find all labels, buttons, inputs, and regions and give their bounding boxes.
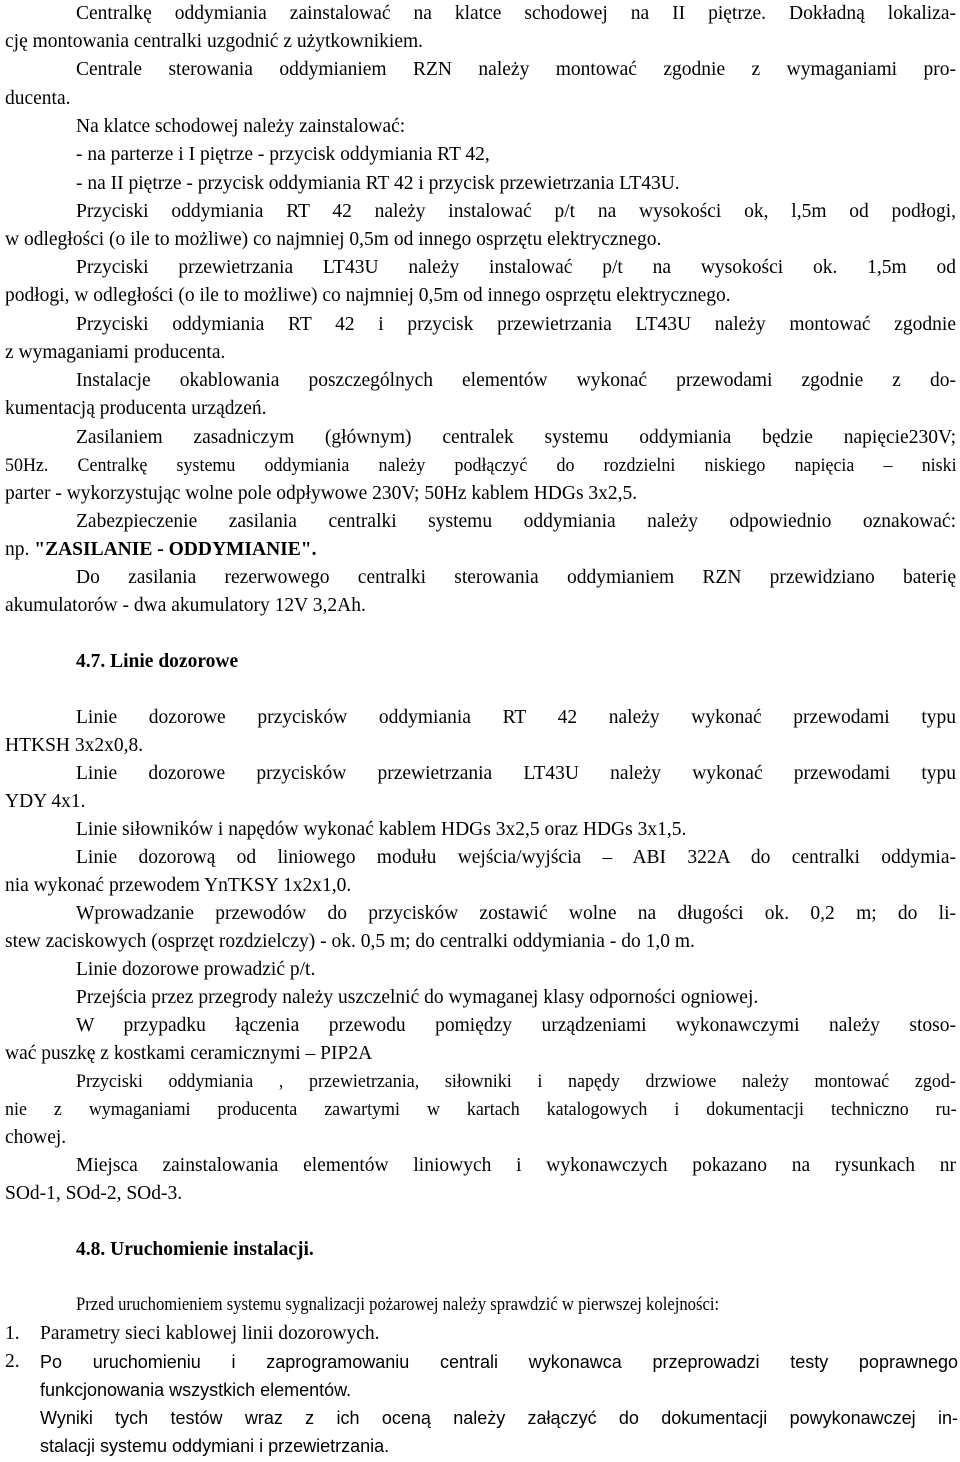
text-line: akumulatorów - dwa akumulatory 12V 3,2Ah. [5, 595, 366, 616]
list-line: - na II piętrze - przycisk oddymiania RT 42 i przycisk przewietrzania LT43U. [76, 173, 680, 194]
text-line: ducenta. [5, 88, 71, 109]
text-line: Centralkę oddymiania zainstalować na klatce schodowej na II piętrze. Dokładną lokaliza- [76, 3, 956, 24]
text-line: Centrale sterowania oddymianiem RZN należy montować zgodnie z wymaganiami pro- [76, 59, 956, 80]
text-line: Wprowadzanie przewodów do przycisków zostawić wolne na długości ok. 0,2 m; do li- [76, 903, 956, 924]
text-line: YDY 4x1. [5, 791, 86, 812]
text-line: Linie siłowników i napędów wykonać kablem HDGs 3x2,5 oraz HDGs 3x1,5. [76, 819, 687, 840]
text-line: SOd-1, SOd-2, SOd-3. [5, 1183, 183, 1204]
text-line: w odległości (o ile to możliwe) co najmniej 0,5m od innego osprzętu elektrycznego. [5, 229, 662, 250]
text-line: Linie dozorowe prowadzić p/t. [76, 959, 316, 980]
text-line: W przypadku łączenia przewodu pomiędzy urządzeniami wykonawczymi należy stoso- [76, 1015, 956, 1036]
list-number: 1. [5, 1323, 20, 1344]
list-item: Wyniki tych testów wraz z ich oceną należy załączyć do dokumentacji powykonawczej in- [40, 1408, 958, 1428]
text-line: Linie dozorowe przycisków przewietrzania LT43U należy wykonać przewodami typu [76, 763, 956, 784]
text-line [5, 540, 316, 560]
list-line: - na parterze i I piętrze - przycisk oddymiania RT 42, [76, 144, 490, 165]
text-line: parter - wykorzystując wolne pole odpływowe 230V; 50Hz kablem HDGs 3x2,5. [5, 483, 638, 504]
text-line: z wymaganiami producenta. [5, 342, 226, 363]
text-line: Miejsca zainstalowania elementów liniowych i wykonawczych pokazano na rysunkach nr [76, 1155, 956, 1176]
list-number: 2. [5, 1351, 20, 1372]
text-line: Linie dozorową od liniowego modułu wejścia/wyjścia – ABI 322A do centralki oddymia- [76, 847, 956, 868]
section-heading: 4.7. Linie dozorowe [76, 651, 239, 672]
text-line: wać puszkę z kostkami ceramicznymi – PIP2A [5, 1043, 373, 1064]
list-item: funkcjonowania wszystkich elementów. [40, 1380, 352, 1400]
text-line: Zabezpieczenie zasilania centralki systemu oddymiania należy odpowiednio oznakować: [76, 511, 956, 532]
list-item: stalacji systemu oddymiani i przewietrzania. [40, 1436, 390, 1456]
text-line: Przejścia przez przegrody należy uszczelnić do wymaganej klasy odporności ogniowej. [76, 987, 759, 1008]
text-line: Zasilaniem zasadniczym (głównym) centralek systemu oddymiania będzie napięcie230V; [76, 427, 956, 448]
text-line: chowej. [5, 1127, 67, 1148]
text-line: nia wykonać przewodem YnTKSY 1x2x1,0. [5, 875, 352, 896]
label-bold: "ZASILANIE - ODDYMIANIE". [34, 539, 317, 560]
text-line: nie z wymaganiami producenta zawartymi w kartach katalogowych i dokumentacji techniczno ru- [5, 1099, 957, 1120]
text-line: Przyciski przewietrzania LT43U należy instalować p/t na wysokości ok. 1,5m od [76, 257, 956, 278]
text-line: Na klatce schodowej należy zainstalować: [76, 116, 406, 137]
text-line: Przyciski oddymiania , przewietrzania, siłowniki i napędy drzwiowe należy montować zgod- [76, 1071, 956, 1092]
list-item: Po uruchomieniu i zaprogramowaniu centrali wykonawca przeprowadzi testy poprawnego [40, 1352, 958, 1372]
text-line: Przyciski oddymiania RT 42 należy instalować p/t na wysokości ok, l,5m od podłogi, [76, 201, 956, 222]
list-item: Parametry sieci kablowej linii dozorowych. [40, 1323, 380, 1344]
np-prefix: np. [5, 539, 35, 560]
text-line: cję montowania centralki uzgodnić z użytkownikiem. [5, 31, 424, 52]
text-line: Instalacje okablowania poszczególnych elementów wykonać przewodami zgodnie z do- [76, 370, 956, 391]
text-line: Do zasilania rezerwowego centralki sterowania oddymianiem RZN przewidziano baterię [76, 567, 956, 588]
text-line: stew zaciskowych (osprzęt rozdzielczy) - ok. 0,5 m; do centralki oddymiania - do 1,0 m. [5, 931, 695, 952]
text-line: HTKSH 3x2x0,8. [5, 735, 144, 756]
text-line: 50Hz. Centralkę systemu oddymiania należy podłączyć do rozdzielni niskiego napięcia – niski [5, 455, 957, 476]
section-heading: 4.8. Uruchomienie instalacji. [76, 1239, 314, 1260]
text-line: kumentacją producenta urządzeń. [5, 398, 267, 419]
text-line: Przed uruchomieniem systemu sygnalizacji pożarowej należy sprawdzić w pierwszej kolejności: [76, 1295, 720, 1315]
text-line: Przyciski oddymiania RT 42 i przycisk przewietrzania LT43U należy montować zgodnie [76, 314, 956, 335]
text-line: Linie dozorowe przycisków oddymiania RT 42 należy wykonać przewodami typu [76, 707, 956, 728]
text-line: podłogi, w odległości (o ile to możliwe) co najmniej 0,5m od innego osprzętu elektrycznego. [5, 285, 731, 306]
